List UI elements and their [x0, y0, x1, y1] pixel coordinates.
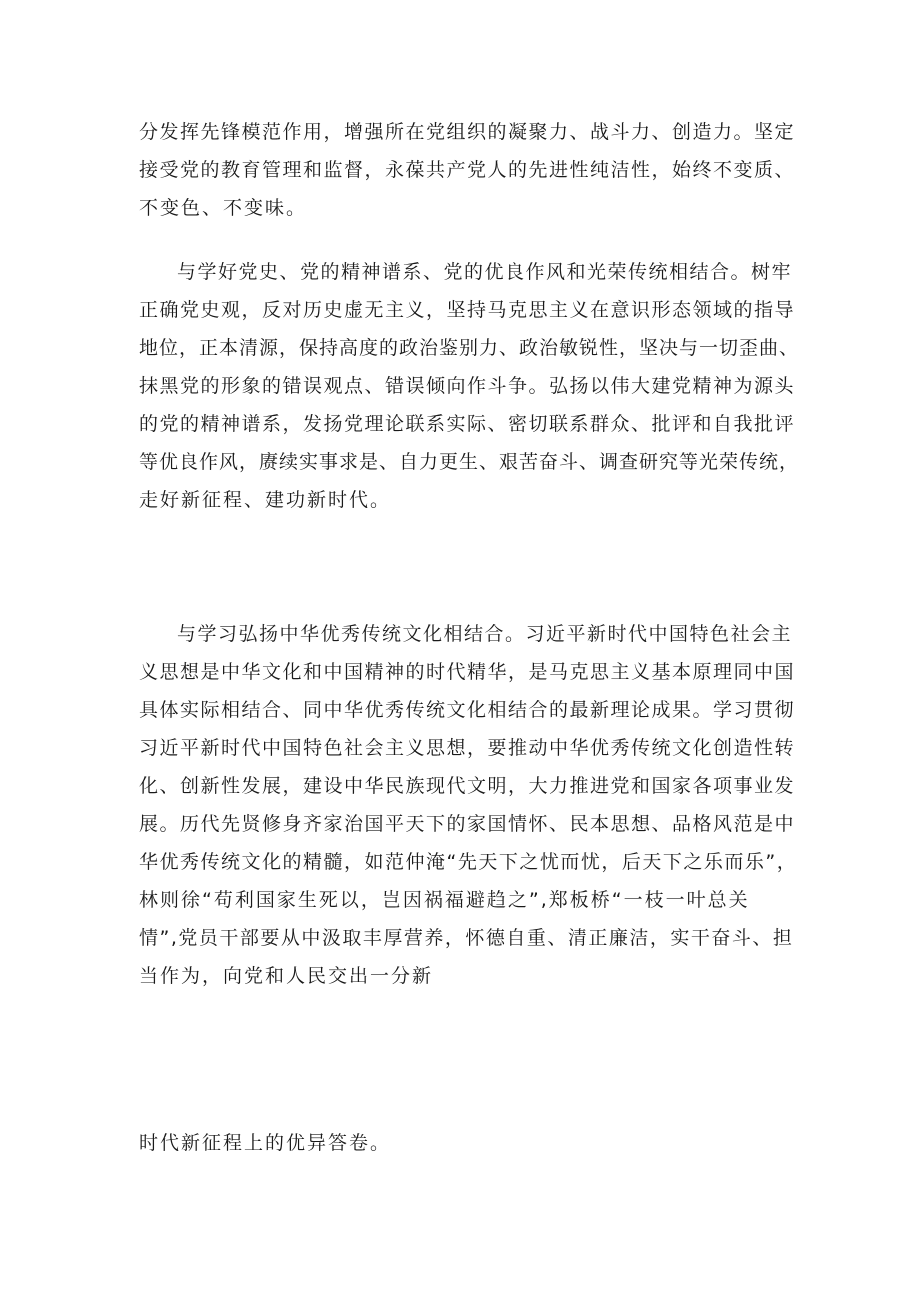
- paragraph-line: 化、创新性发展，建设中华民族现代文明，大力推进党和国家各项事业发: [139, 775, 796, 797]
- paragraph-line: 情”,党员干部要从中汲取丰厚营养，怀德自重、清正廉洁，实干奋斗、担: [139, 927, 794, 949]
- paragraph-2: [139, 253, 799, 519]
- paragraph-line: 的党的精神谱系，发扬党理论联系实际、密切联系群众、批评和自我批评: [139, 413, 796, 435]
- paragraph-line: 抹黑党的形象的错误观点、错误倾向作斗争。弘扬以伟大建党精神为源头: [139, 375, 796, 397]
- paragraph-line: 与学好党史、党的精神谱系、党的优良作风和光荣传统相结合。树牢: [177, 261, 793, 283]
- paragraph-line: 地位，正本清源，保持高度的政治鉴别力、政治敏锐性，坚决与一切歪曲、: [139, 337, 800, 359]
- paragraph-line: 当作为，向党和人民交出一分新: [139, 965, 434, 987]
- paragraph-3: [139, 615, 799, 995]
- paragraph-line: 与学习弘扬中华优秀传统文化相结合。习近平新时代中国特色社会主: [177, 623, 793, 645]
- paragraph-line: 习近平新时代中国特色社会主义思想，要推动中华优秀传统文化创造性转: [139, 737, 796, 759]
- paragraph-line: 走好新征程、建功新时代。: [139, 489, 392, 511]
- paragraph-line: 华优秀传统文化的精髓，如范仲淹“先天下之忧而忧，后天下之乐而乐”，: [139, 851, 798, 873]
- paragraph-line: 不变色、不变味。: [139, 197, 308, 219]
- paragraph-1: [139, 113, 799, 227]
- paragraph-line: 林则徐“苟利国家生死以，岂因祸福避趋之”,郑板桥“一枝一叶总关: [139, 889, 750, 911]
- paragraph-line: 正确党史观，反对历史虚无主义，坚持马克思主义在意识形态领域的指导: [139, 299, 796, 321]
- paragraph-line: 等优良作风，赓续实事求是、自力更生、艰苦奋斗、调查研究等光荣传统，: [139, 451, 800, 473]
- paragraph-line: 时代新征程上的优异答卷。: [139, 1132, 392, 1154]
- paragraph-line: 展。历代先贤修身齐家治国平天下的家国情怀、民本思想、品格风范是中: [139, 813, 796, 835]
- paragraph-4: [139, 1124, 799, 1162]
- paragraph-line: 义思想是中华文化和中国精神的时代精华，是马克思主义基本原理同中国: [139, 661, 796, 683]
- paragraph-line: 具体实际相结合、同中华优秀传统文化相结合的最新理论成果。学习贯彻: [139, 699, 796, 721]
- paragraph-line: 接受党的教育管理和监督，永葆共产党人的先进性纯洁性，始终不变质、: [139, 159, 796, 181]
- paragraph-line: 分发挥先锋模范作用，增强所在党组织的凝聚力、战斗力、创造力。坚定: [139, 121, 796, 143]
